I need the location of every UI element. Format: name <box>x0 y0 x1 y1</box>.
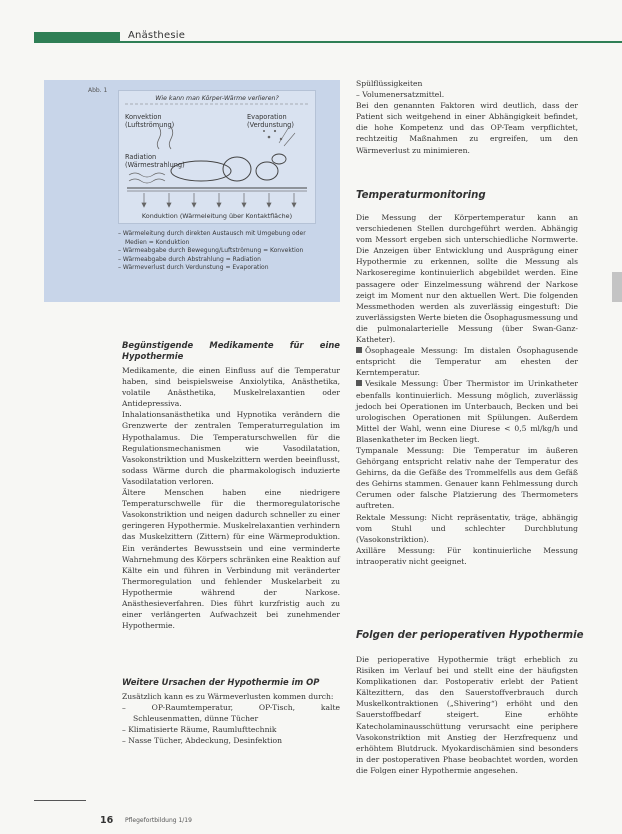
heading-folgen: Folgen der perioperativen Hypothermie <box>356 630 584 641</box>
label-evaporation-title: Evaporation <box>247 113 287 121</box>
label-radiation-sub: (Wärmestrahlung) <box>125 161 185 169</box>
paragraph: Inhalationsanästhetika und Hypnotika verändern die Grenzwerte der zentralen Temperaturregulation im Hypothalamus. Die Temperaturschwellen für die Regulationsmechanismen wie Vasodilatation, Vasokonstriktion und Muskelzittern werden beeinflusst, sodass Wärme durch die pharmakologisch induzierte Vasodilatation verloren. <box>122 410 340 486</box>
item-text: Vesikale Messung: Über Thermistor im Urinkatheter ebenfalls kontinuierlich. Messung möglich, zuverlässig jedoch bei Operationen im Unterbauch, Becken und bei urologischen Operationen mit Spülungen. Außerdem Mittel der Wahl, wenn eine Diurese < 0,5 ml/kg/h und Blasenkatheter im Becken liegt. <box>356 379 578 444</box>
footer-rule <box>34 800 86 801</box>
paragraph: Bei den genannten Faktoren wird deutlich, dass der Patient sich weitgehend in einer Abhängigkeit befindet, die hohe Kompetenz und das OP-Team verpflichtet, rechtzeitig Maßnahmen zu ergreifen, um den Wärmeverlust zu minimieren. <box>356 101 578 155</box>
list-item: – Volumenersatzmittel. <box>356 90 445 100</box>
paragraph: Rektale Messung: Nicht repräsentativ, träge, abhängig vom Stuhl und schlechter Durchblutung (Vasokonstriktion). <box>356 512 578 544</box>
right-column-folgen <box>356 654 578 776</box>
item-text: Ösophageale Messung: Im distalen Ösophagusende entspricht die Temperatur am ehesten der Kerntemperatur. <box>356 346 578 378</box>
label-konvektion-sub: (Luftströmung) <box>125 121 175 129</box>
list-item-vesical <box>356 378 578 445</box>
journal-name: Pflegefortbildung 1/19 <box>125 817 192 824</box>
legend-item: – Wärmeverlust durch Verdunstung = Evaporation <box>118 264 269 272</box>
side-tab-marker <box>612 272 622 302</box>
left-column <box>122 340 340 631</box>
section-title: Anästhesie <box>128 30 186 41</box>
list-item: – OP-Raumtemperatur, OP-Tisch, kalte Schleusenmatten, dünne Tücher <box>122 703 340 724</box>
legend-item: – Wärmeabgabe durch Abstrahlung = Radiation <box>118 255 261 263</box>
bullet-square-icon <box>356 380 362 386</box>
list-item: – Klimatisierte Räume, Raumlufttechnik <box>122 725 277 735</box>
figure-label: Abb. 1 <box>88 87 108 94</box>
paragraph: Die perioperative Hypothermie trägt erheblich zu Risiken im Verlauf bei und stellt eine der häufigsten Komplikationen dar. Postoperativ erlebt der Patient Kältezittern, das den Sauerstoffverbrauch durch Muskelkontraktionen („Shivering“) erhöht und den Sauerstoffbedarf steigert. Eine erhöhte Katecholaminausschüttung verursacht eine periphere Vasokonstriktion mit Anstieg der Herzfrequenz und erhöhtem Blutdruck. Myokardischämien sind besonders in der postoperativen Phase beobachtet worden, worden die Folgen einer Hypothermie angesehen. <box>356 655 578 775</box>
label-radiation-title: Radiation <box>125 153 157 161</box>
figure-question: Wie kann man Körper-Wärme verlieren? <box>155 95 279 102</box>
list-item: Spülflüssigkeiten <box>356 79 423 88</box>
figure-legend <box>118 230 328 273</box>
heading-medikamente: Begünstigende Medikamente für eine Hypothermie <box>122 340 340 361</box>
heading-temperaturmonitoring: Temperaturmonitoring <box>356 190 486 201</box>
paragraph: Axilläre Messung: Für kontinuierliche Messung intraoperativ nicht geeignet. <box>356 545 578 566</box>
header-rule <box>120 41 622 43</box>
label-evaporation <box>247 113 294 129</box>
paragraph: Tympanale Messung: Die Temperatur im äußeren Gehörgang entspricht relativ nahe der Temperatur des Gehirns, da die Gefäße des Trommelfells aus dem Gefäß des Gehirns stammen. Genauer kann Fehlmessung durch Cerumen oder falsche Platzierung des Thermometers auftreten. <box>356 445 578 511</box>
right-column-monitoring <box>356 212 578 567</box>
paragraph: Ältere Menschen haben eine niedrigere Temperaturschwelle für die thermoregulatorische Vasokonstriktion und neigen dadurch schneller zu einer geringeren Hypothermie. Muskelrelaxantien verhindern das Muskelzittern (Zittern) für eine Wärmeproduktion. Ein verändertes Bewusstsein und eine verminderte Wahrnehmung des Körpers schränken eine Reaktion auf Kälte ein und führen in Verbindung mit veränderter Thermoregulation und fehlender Muskelarbeit zu Hypothermie während der Narkose. Anästhesieverfahren. Dies führt kurzfristig auch zu einer verlängerten Aufwachzeit bei zunehmender Hypothermie. <box>122 488 340 631</box>
header-bar <box>0 32 622 43</box>
right-column-top <box>356 78 578 156</box>
figure-box <box>44 80 340 302</box>
label-conduction: Konduktion (Wärmeleitung über Kontaktfläche) <box>141 212 293 220</box>
label-konvektion-title: Konvektion <box>125 113 162 121</box>
left-column-lower <box>122 677 340 746</box>
page-number: 16 <box>100 815 114 826</box>
list-item: – Nasse Tücher, Abdeckung, Desinfektion <box>122 736 282 746</box>
paragraph: Medikamente, die einen Einfluss auf die Temperatur haben, sind beispielsweise Anxiolytika, Anästhetika, volatile Anästhetika, Muskelrelaxantien oder Antidepressiva. <box>122 366 340 409</box>
paragraph: Zusätzlich kann es zu Wärmeverlusten kommen durch: <box>122 692 334 701</box>
figure-illustration <box>118 90 316 224</box>
legend-item: – Wärmeleitung durch direkten Austausch mit Umgebung oder Medien = Konduktion <box>118 230 306 246</box>
paragraph: Die Messung der Körpertemperatur kann an verschiedenen Stellen durchgeführt werden. Abhängig vom Messort ergeben sich unterschiedliche Normwerte. Die Anzeigen über Entwicklung und Ausprägung einer Hypothermie zu erkennen, sollte die Messung als Narkoseregime kontinuierlich abgebildet werden. Eine passagere oder Einzelmessung während der Narkose zeigt im Moment nur den aktuellen Wert. Die folgenden Messmethoden werden als zuverlässig eingestuft: Die zuverlässigsten Werte bieten die Ösophagusmessung und die pulmonalarterielle Messung (über Swan-Ganz-Katheter). <box>356 213 579 345</box>
header-accent <box>34 32 120 43</box>
list-item-esophageal <box>356 345 578 378</box>
causes-list <box>122 702 340 746</box>
legend-item: – Wärmeabgabe durch Bewegung/Luftströmung = Konvektion <box>118 247 304 255</box>
label-evaporation-sub: (Verdunstung) <box>247 121 294 129</box>
heading-weitere-ursachen: Weitere Ursachen der Hypothermie im OP <box>122 677 320 687</box>
label-konvektion <box>125 113 174 129</box>
bullet-square-icon <box>356 347 362 353</box>
label-radiation <box>125 153 185 169</box>
continued-list <box>356 78 578 100</box>
